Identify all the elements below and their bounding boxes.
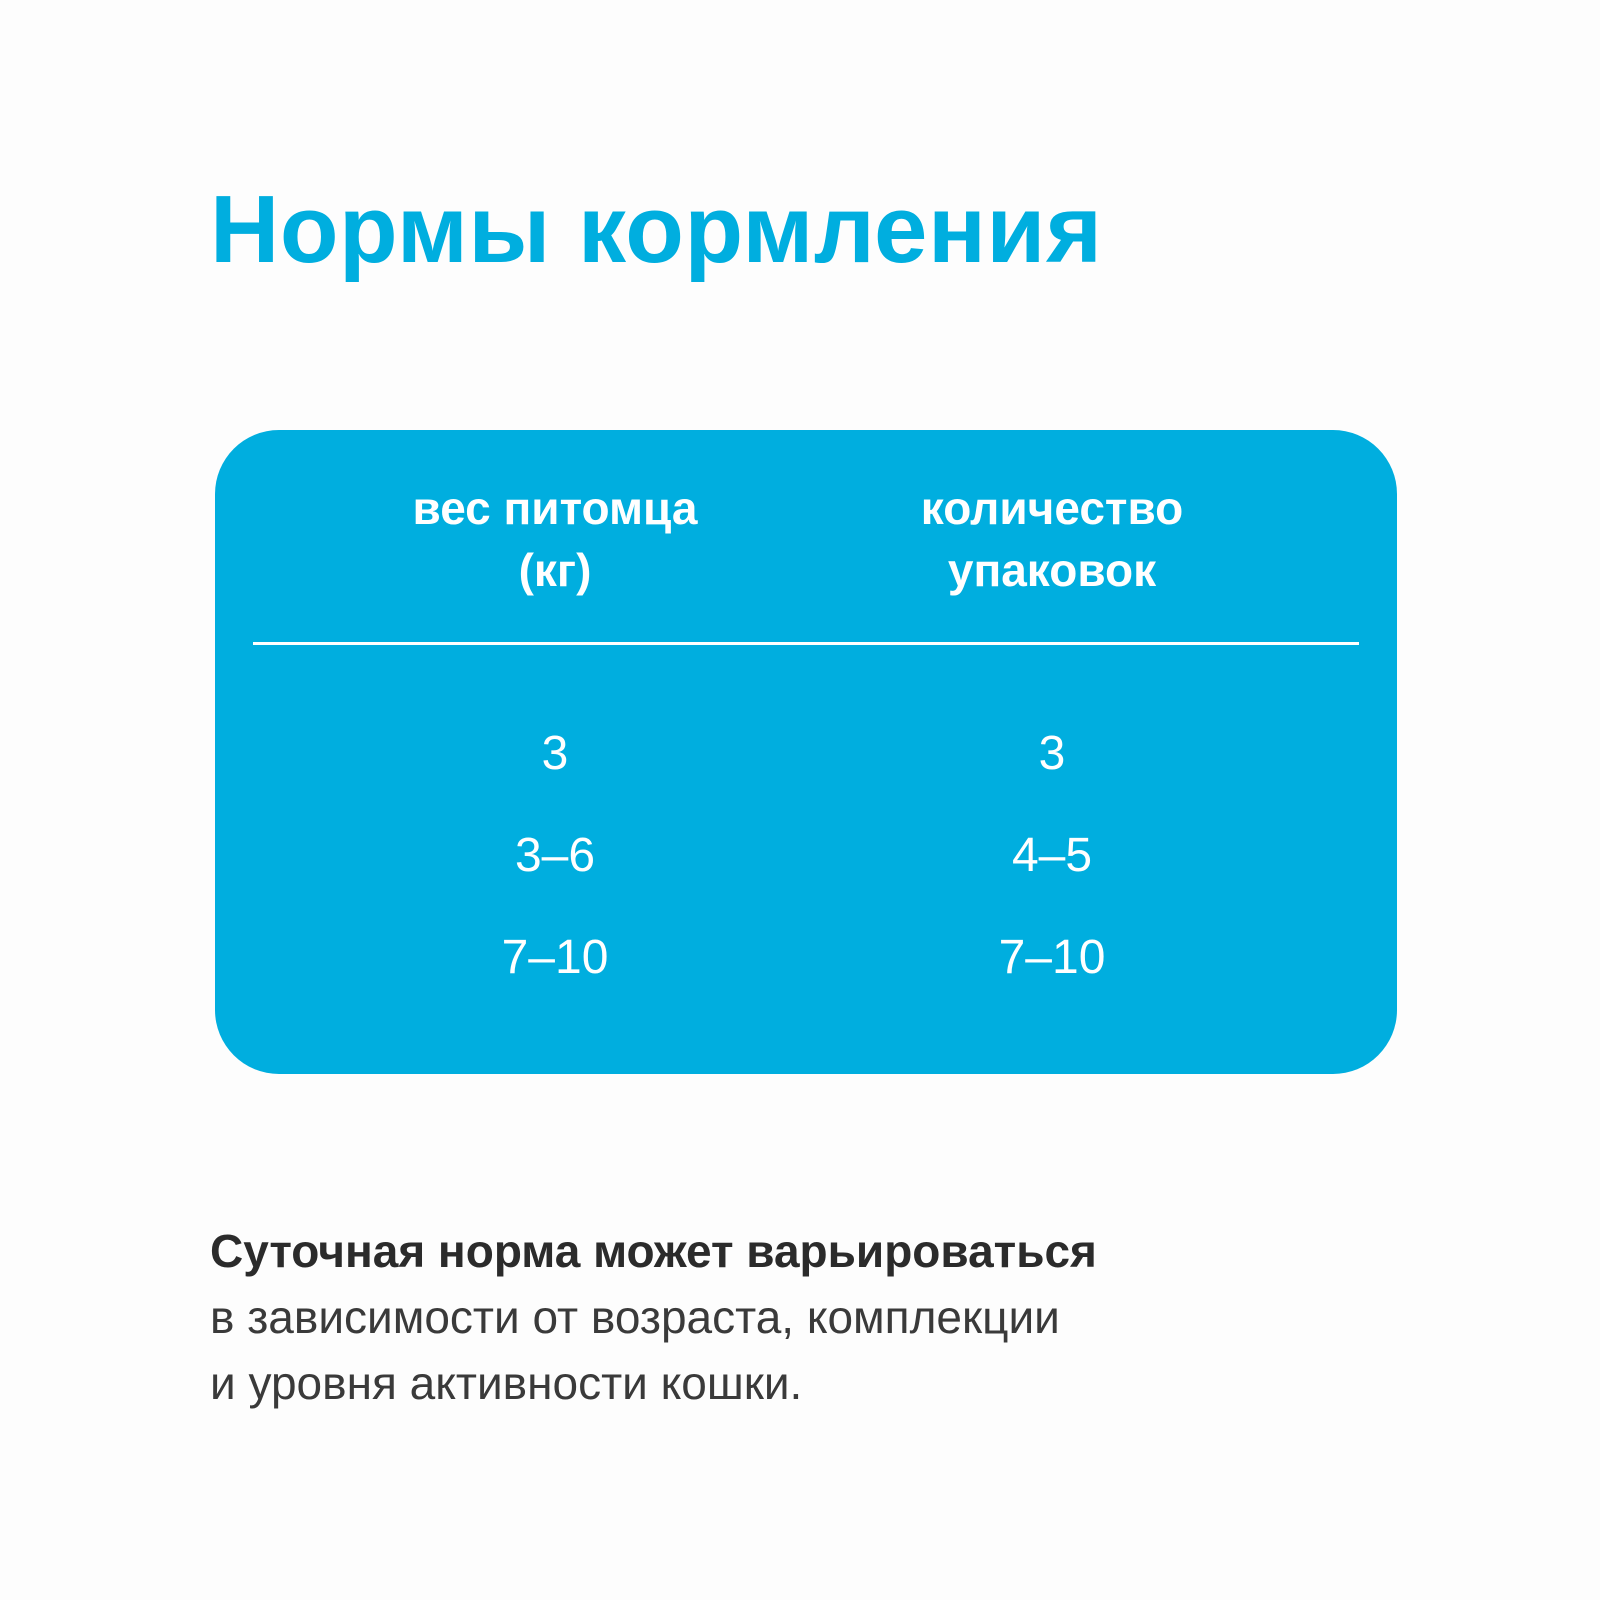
weight-cell: 3–6 [514, 829, 596, 882]
header-divider [253, 642, 1359, 645]
packs-cell: 4–5 [1011, 829, 1093, 882]
packs-cell: 7–10 [998, 931, 1106, 984]
column-header-packs [842, 477, 1262, 601]
page-title: Нормы кормления [210, 176, 1103, 283]
feeding-table-card [215, 430, 1397, 1074]
column-header-weight [345, 477, 765, 601]
column-header-weight-line1: вес питомца [412, 482, 698, 534]
packs-cell: 3 [1038, 727, 1066, 780]
column-header-weight-line2: (кг) [518, 544, 592, 596]
table-header [215, 477, 1397, 617]
table-row [215, 826, 1397, 886]
feeding-note-lead: Суточная норма может варьироваться [210, 1225, 1097, 1277]
column-header-packs-line1: количество [920, 482, 1184, 534]
feeding-note-line-3: и уровня активности кошки. [210, 1357, 803, 1409]
table-row [215, 928, 1397, 988]
feeding-note-line-2: в зависимости от возраста, комплекции [210, 1291, 1060, 1343]
weight-cell: 3 [541, 727, 569, 780]
feeding-note [210, 1218, 1510, 1416]
column-header-packs-line2: упаковок [947, 544, 1157, 596]
weight-cell: 7–10 [501, 931, 609, 984]
table-row [215, 724, 1397, 784]
